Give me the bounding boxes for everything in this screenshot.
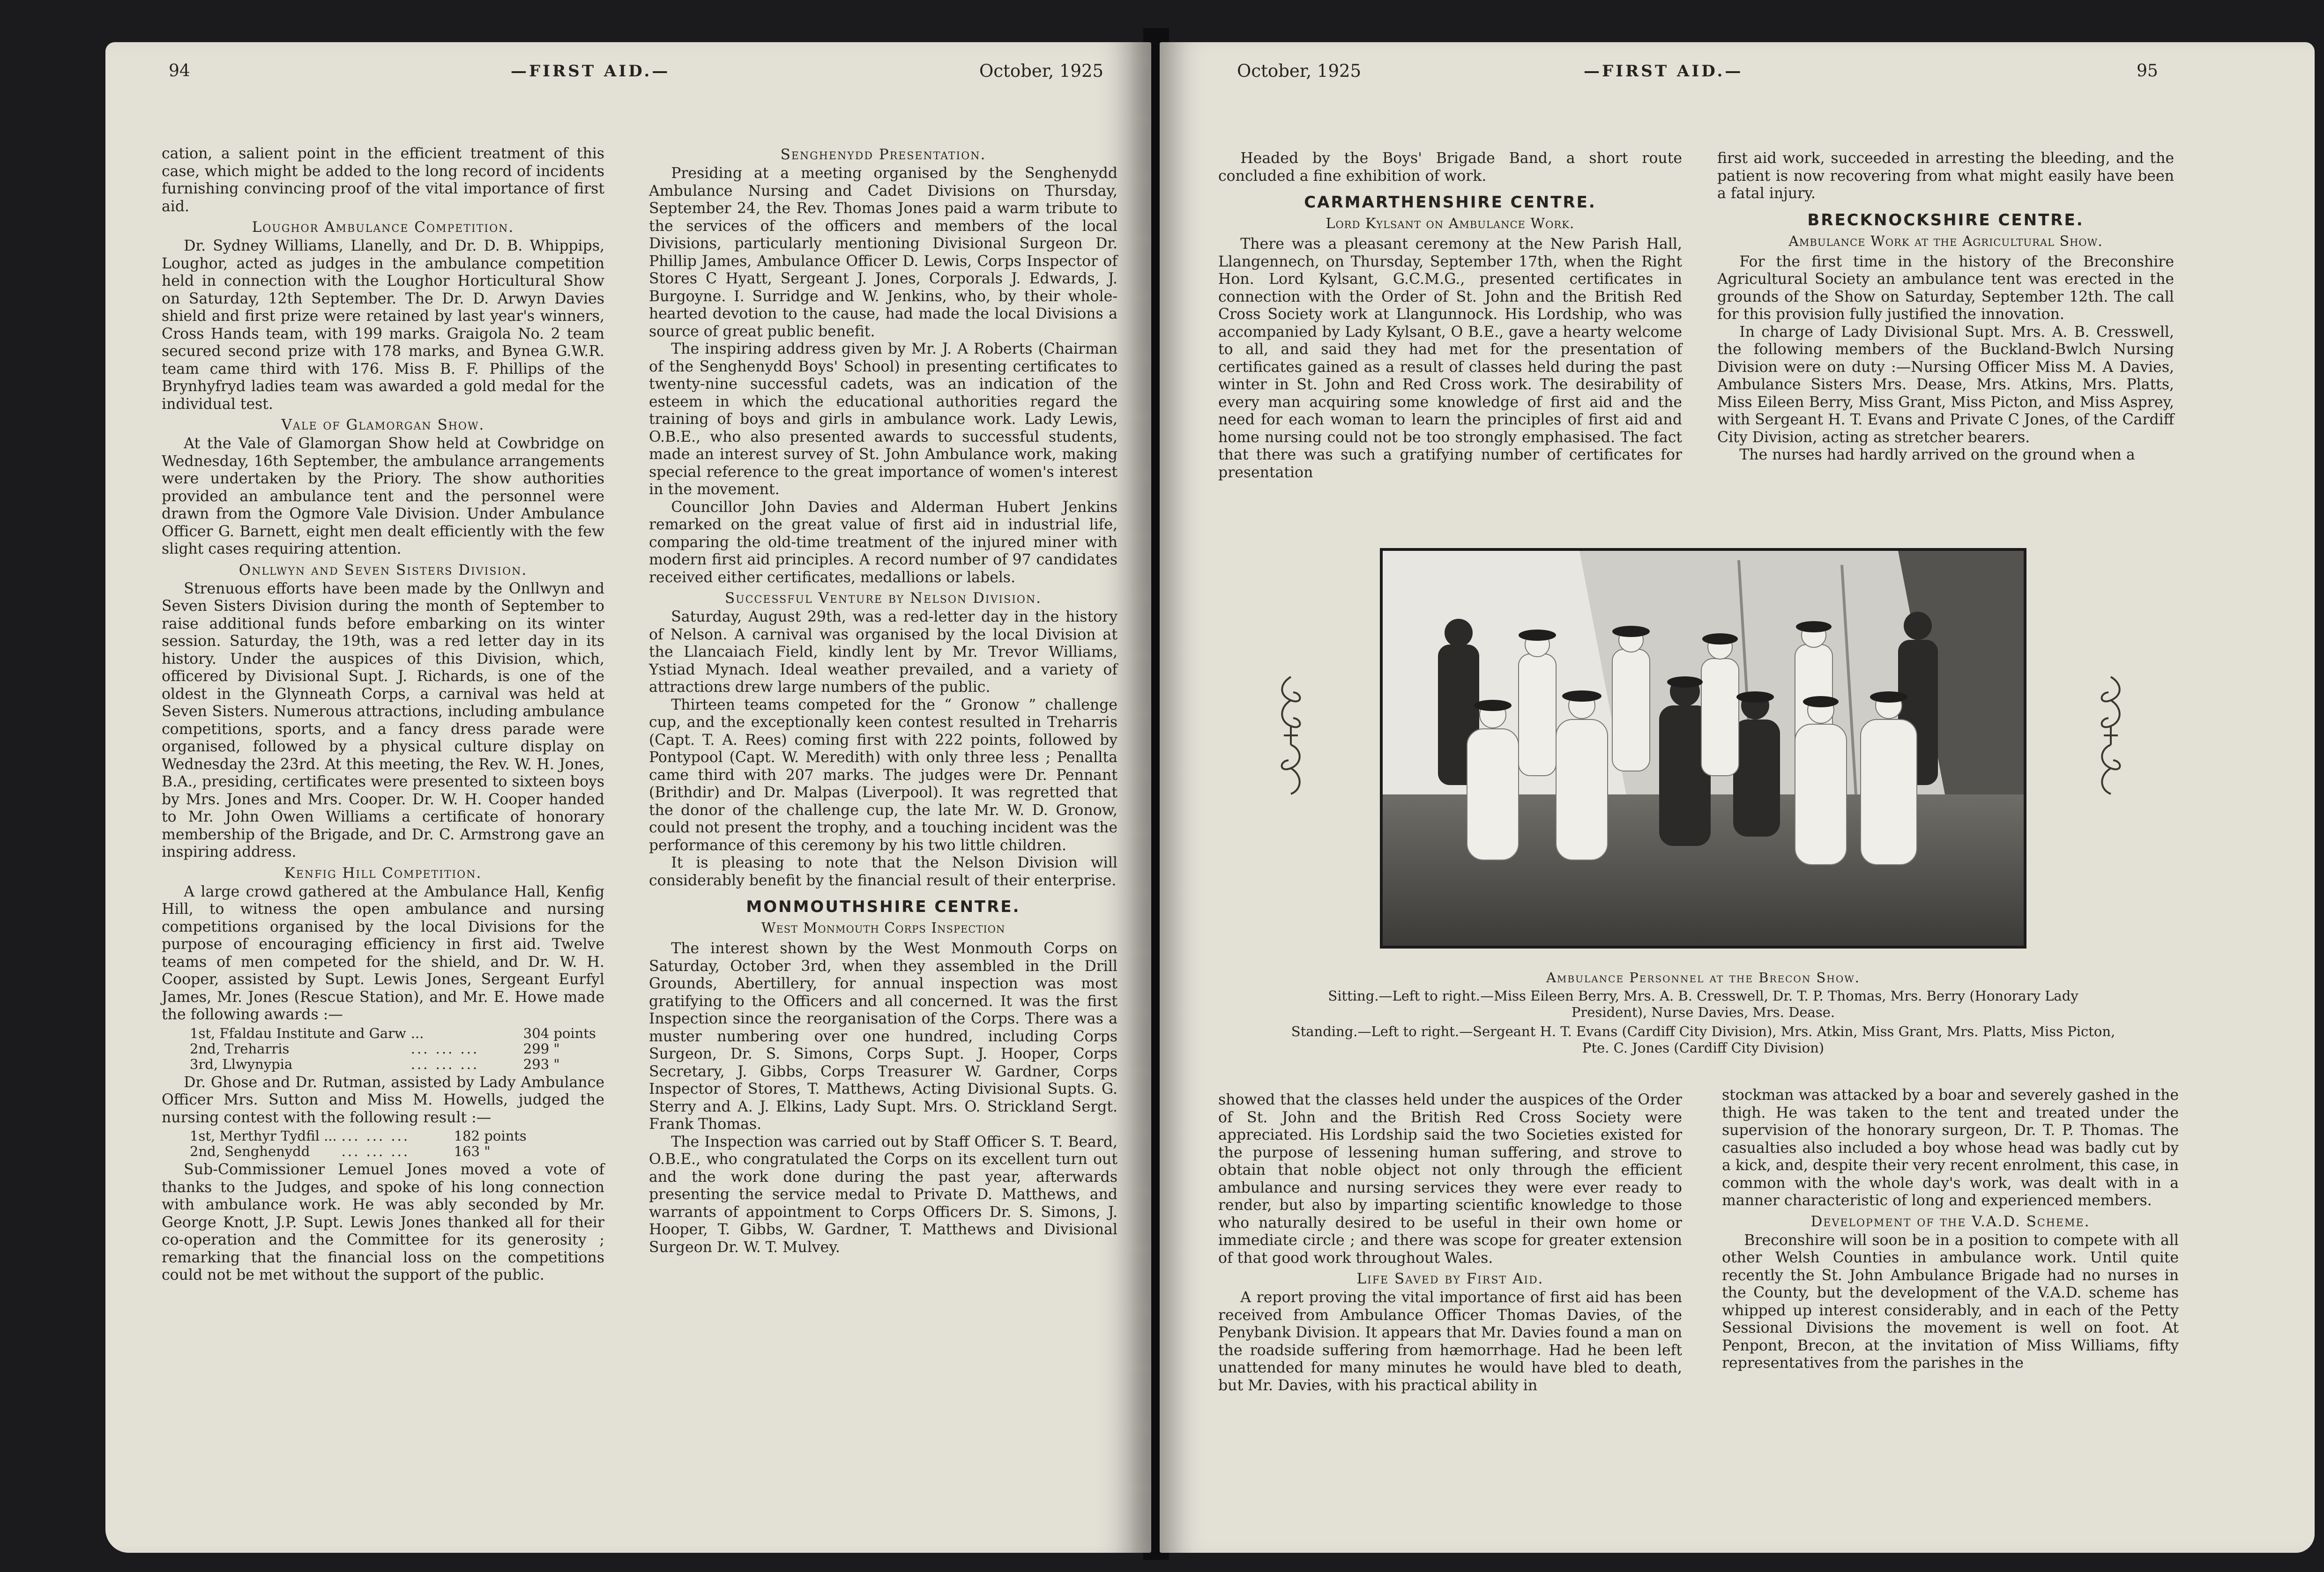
team-cell: 1st, Ffaldau Institute and Garw	[190, 1025, 406, 1041]
right-column-2	[1717, 150, 2174, 464]
photo-caption	[1291, 970, 2115, 1059]
paragraph: A report proving the vital importance of first aid has been received from Ambulance Officer Thomas Davies, of the Penybank Division. It appears that Mr. Davies found a man on the roadside suffering from hæmorrhage. Had he been left unattended for many minutes he would have bled to death, but Mr. Davies, with his practical ability in	[1218, 1289, 1682, 1394]
paragraph: cation, a salient point in the efficient treatment of this case, which might be added to the long record of incidents furnishing convincing proof of the vital importance of first aid.	[162, 145, 604, 215]
points-cell: 293 "	[523, 1056, 560, 1072]
section-heading: Lord Kylsant on Ambulance Work.	[1326, 215, 1575, 232]
points-cell: 182 points	[454, 1128, 527, 1144]
dots-cell: ...	[410, 1025, 424, 1041]
section-heading: Successful Venture by Nelson Division.	[724, 590, 1042, 607]
points-cell: 299 "	[523, 1040, 560, 1057]
scroll-ornament-left	[1274, 675, 1307, 796]
table-row	[190, 1144, 531, 1159]
left-column-2	[649, 143, 1117, 1256]
caption-sitting: Sitting.—Left to right.—Miss Eileen Berry, Mrs. A. B. Cresswell, Dr. T. P. Thomas, Mrs. Berry (Honorary Lady President), Nurse Davies, Mrs. Dease.	[1328, 988, 2078, 1020]
paragraph: Presiding at a meeting organised by the Senghenydd Ambulance Nursing and Cadet Divisions on Thursday, September 24, the Rev. Thomas Jones paid a warm tribute to the services of the officers and members of the local Divisions, particularly mentioning Divisional Surgeon Dr. Phillip James, Ambulance Officer D. Lewis, Corps Inspector of Stores C Hyatt, Sergeant J. Jones, Corporals J. Edwards, J. Burgoyne. I. Surridge and W. Jenkins, who, by their whole-hearted devotion to the cause, had made the local Divisions a source of great public benefit.	[649, 165, 1117, 340]
centre-heading: BRECKNOCKSHIRE CENTRE.	[1807, 210, 2084, 230]
paragraph: Strenuous efforts have been made by the Onllwyn and Seven Sisters Division during the month of September to raise additional funds before embarking on its winter session. Saturday, the 19th, was a red letter day in its history. Under the auspices of this Division, which, officered by Divisional Supt. J. Richards, is one of the oldest in the Glynneath Corps, a carnival was held at Seven Sisters. Numerous attractions, including ambulance competitions, sports, and a fancy dress parade were organised, followed by a physical culture display on Wednesday the 23rd. At this meeting, the Rev. W. H. Jones, B.A., presiding, certificates were presented to sixteen boys by Mrs. Jones and Mrs. Cooper. Dr. W. H. Cooper handed to Mr. John Owen Williams a certificate of honorary membership of the Brigade, and Dr. C. Armstrong gave an inspiring address.	[162, 580, 604, 860]
right-column-3	[1218, 1091, 1682, 1394]
points-cell: 304 points	[523, 1025, 596, 1041]
paragraph: showed that the classes held under the auspices of the Order of St. John and the British Red Cross Society were appreciated. His Lordship said the two Societies existed for the purpose of lessening human suffering, and strove to obtain that noble object not only through the efficient ambulance and nursing services they were ever ready to render, but also by imparting scientific knowledge to those who naturally desired to be useful in their own home or immediate circle ; and there was scope for greater extension of that good work throughout Wales.	[1218, 1091, 1682, 1267]
paragraph: Thirteen teams competed for the “ Gronow ” challenge cup, and the exceptionally keen contest resulted in Treharris (Capt. T. A. Rees) coming first with 222 points, followed by Pontypool (Capt. W. Meredith) with only three less ; Penallta came third with 207 marks. The judges were Dr. Pennant (Brithdir) and Dr. Malpas (Liverpool). It was regretted that the donor of the challenge cup, the late Mr. W. D. Gronow, could not present the trophy, and a touching incident was the performance of this ceremony by his two little children.	[649, 696, 1117, 854]
team-cell: 2nd, Treharris	[190, 1040, 290, 1057]
paragraph: Councillor John Davies and Alderman Hubert Jenkins remarked on the great value of first aid in industrial life, comparing the old-time treatment of the injured miner with modern first aid principles. A record number of 97 candidates received either certificates, medallions or labels.	[649, 498, 1117, 586]
right-column-4	[1722, 1087, 2179, 1372]
paragraph: The inspiring address given by Mr. J. A Roberts (Chairman of the Senghenydd Boys' School) in presenting certificates to twenty-nine successful cadets, was an indication of the esteem in which the educational authorities regard the training of boys and girls in ambulance work. Lady Lewis, O.B.E., who also presented awards to successful students, made an interest survey of St. John Ambulance work, making special reference to the great importance of women's interest in the movement.	[649, 341, 1117, 498]
paragraph: The nurses had hardly arrived on the ground when a	[1739, 446, 2135, 463]
paragraph: Dr. Ghose and Dr. Rutman, assisted by Lady Ambulance Officer Mrs. Sutton and Miss M. Howells, judged the nursing contest with the following result :—	[162, 1074, 604, 1126]
paragraph: There was a pleasant ceremony at the New Parish Hall, Llangennech, on Thursday, September 17th, when the Right Hon. Lord Kylsant, G.C.M.G., presented certificates in connection with the Order of St. John and the British Red Cross Society work at Llangunnock. His Lordship, who was accompanied by Lady Kylsant, O B.E., gave a hearty welcome to all, and said they had met for the presentation of certificates gained as a result of classes held during the past winter in St. John and Red Cross work. The desirability of every man acquiring some knowledge of first aid and the need for each woman to learn the principles of first aid and home nursing could not be too strongly emphasised. The fact that there was such a gratifying number of certificates for presentation	[1218, 236, 1682, 481]
section-heading: Ambulance Work at the Agricultural Show.	[1788, 233, 2103, 250]
paragraph: stockman was attacked by a boar and severely gashed in the thigh. He was taken to the tent and treated under the supervision of the honorary surgeon, Dr. T. P. Thomas. The casualties also included a boy whose head was badly cut by a kick, and, despite their very recent enrolment, this case, in common with the whole day's work, was dealt with in a manner characteristic of long and experienced members.	[1722, 1087, 2179, 1209]
paragraph: Headed by the Boys' Brigade Band, a short route concluded a fine exhibition of work.	[1218, 150, 1682, 185]
paragraph: The Inspection was carried out by Staff Officer S. T. Beard, O.B.E., who congratulated the Corps on its excellent turn out and the work done during the past year, afterwards presenting the service medal to Private D. Matthews, and warrants of appointment to Corps Officers Dr. S. Simons, J. Hooper, T. Gibbs, W. Gardner, T. Matthews and Divisional Surgeon Dr. W. T. Mulvey.	[649, 1133, 1117, 1256]
section-heading: Onllwyn and Seven Sisters Division.	[238, 561, 528, 578]
table-row	[190, 1128, 531, 1144]
team-cell: 2nd, Senghenydd	[190, 1143, 310, 1159]
paragraph: first aid work, succeeded in arresting the bleeding, and the patient is now recovering from what might easily have been a fatal injury.	[1717, 150, 2174, 202]
caption-title: Ambulance Personnel at the Brecon Show.	[1546, 970, 1861, 986]
paragraph: A large crowd gathered at the Ambulance Hall, Kenfig Hill, to witness the open ambulance and nursing competitions organised by the local Divisions for the purpose of encouraging efficiency in first aid. Twelve teams of men competed for the shield, and Dr. W. H. Cooper, assisted by Supt. Lewis Jones, Sergeant Eurfyl James, Mr. Jones (Rescue Station), and Mr. E. Howe made the following awards :—	[162, 883, 604, 1023]
scroll-ornament-right	[2094, 675, 2127, 796]
paragraph: Sub-Commissioner Lemuel Jones moved a vote of thanks to the Judges, and spoke of his long connection with ambulance work. He was ably seconded by Mr. George Knott, J.P. Supt. Lewis Jones thanked all for their co-operation and the Committee for its generosity ; remarking that the financial loss on the competitions could not be met without the support of the public.	[162, 1161, 604, 1283]
section-heading: Loughor Ambulance Competition.	[252, 219, 514, 236]
paragraph: For the first time in the history of the Breconshire Agricultural Society an ambulance tent was erected in the grounds of the Show on Saturday, September 12th. The call for this provision fully justified the innovation.	[1717, 253, 2174, 323]
paragraph: The interest shown by the West Monmouth Corps on Saturday, October 3rd, when they assembled in the Drill Grounds, Abertillery, for annual inspection was most gratifying to the Officers and all concerned. It was the first Inspection since the reorganisation of the Corps. There was a muster numbering over one hundred, including Corps Surgeon, Dr. S. Simons, Corps Supt. J. Hooper, Corps Secretary, J. Gibbs, Corps Treasurer W. Gardner, Corps Inspector of Stores, T. Matthews, Acting Divisional Supts. G. Sterry and A. J. Elkins, Lady Supt. Mrs. O. Strickland Sergt. Frank Thomas.	[649, 940, 1117, 1133]
awards-table-nursing	[190, 1128, 531, 1159]
awards-table-men	[190, 1026, 601, 1072]
centre-heading: CARMARTHENSHIRE CENTRE.	[1304, 193, 1596, 212]
team-cell: 3rd, Llwynypia	[190, 1056, 293, 1072]
group-photograph	[1380, 548, 2026, 949]
section-heading: Senghenydd Presentation.	[780, 146, 986, 163]
paragraph: It is pleasing to note that the Nelson Division will considerably benefit by the financial result of their enterprise.	[649, 854, 1117, 889]
right-column-1	[1218, 150, 1682, 482]
running-title: —FIRST AID.—	[511, 62, 670, 81]
issue-date: October, 1925	[1237, 61, 1362, 81]
page-number: 94	[169, 61, 190, 81]
left-column-1	[162, 145, 604, 1284]
table-row	[190, 1057, 601, 1072]
dots-cell: ... ... ...	[341, 1128, 410, 1144]
caption-standing: Standing.—Left to right.—Sergeant H. T. Evans (Cardiff City Division), Mrs. Atkin, Miss Grant, Mrs. Platts, Miss Picton, Pte. C. Jones (Cardiff City Division)	[1291, 1023, 2115, 1056]
paragraph: In charge of Lady Divisional Supt. Mrs. A. B. Cresswell, the following members of the Buckland-Bwlch Nursing Division were on duty :—Nursing Officer Miss M. A Davies, Ambulance Sisters Mrs. Dease, Mrs. Atkins, Mrs. Platts, Miss Eileen Berry, Miss Grant, Miss Picton, and Miss Asprey, with Sergeant H. T. Evans and Private C Jones, of the Cardiff City Division, acting as stretcher bearers.	[1717, 323, 2174, 446]
dots-cell: ... ... ...	[410, 1056, 479, 1072]
section-heading: Vale of Glamorgan Show.	[281, 416, 485, 433]
table-row	[190, 1026, 601, 1041]
paragraph: Saturday, August 29th, was a red-letter day in the history of Nelson. A carnival was organised by the local Division at the Llancaiach Field, kindly lent by Mr. Trevor Williams, Ystiad Mynach. Ideal weather prevailed, and a variety of attractions drew large numbers of the public.	[649, 608, 1117, 696]
dots-cell: ... ... ...	[410, 1040, 479, 1057]
points-cell: 163 "	[454, 1143, 491, 1159]
team-cell: 1st, Merthyr Tydfil ...	[190, 1128, 337, 1144]
table-row	[190, 1041, 601, 1057]
section-heading: Kenfig Hill Competition.	[284, 864, 482, 882]
running-title: —FIRST AID.—	[1584, 62, 1743, 81]
page-number: 95	[2137, 61, 2158, 81]
dots-cell: ... ... ...	[341, 1143, 410, 1159]
section-heading: Development of the V.A.D. Scheme.	[1810, 1213, 2090, 1230]
issue-date: October, 1925	[979, 61, 1104, 81]
paragraph: Breconshire will soon be in a position to compete with all other Welsh Counties in ambulance work. Until quite recently the St. John Ambulance Brigade had no nurses in the County, but the development of the V.A.D. scheme has whipped up interest considerably, and in each of the Petty Sessional Divisions the movement is well on foot. At Penpont, Brecon, at the invitation of Miss Williams, fifty representatives from the parishes in the	[1722, 1231, 2179, 1372]
centre-heading: MONMOUTHSHIRE CENTRE.	[746, 897, 1020, 916]
paragraph: Dr. Sydney Williams, Llanelly, and Dr. D. B. Whippips, Loughor, acted as judges in the ambulance competition held in connection with the Loughor Horticultural Show on Saturday, 12th September. The Dr. D. Arwyn Davies shield and first prize were retained by last year's winners, Cross Hands team, with 199 marks. Graigola No. 2 team secured second prize with 178 marks, and Bynea G.W.R. team came third with 176. Miss B. F. Phillips of the Brynhyfryd ladies team was awarded a gold medal for the individual test.	[162, 237, 604, 413]
paragraph: At the Vale of Glamorgan Show held at Cowbridge on Wednesday, 16th September, the ambulance arrangements were undertaken by the Priory. The show authorities provided an ambulance tent and the personnel were drawn from the Ogmore Vale Division. Under Ambulance Officer G. Barnett, eight men dealt efficiently with the few slight cases requiring attention.	[162, 435, 604, 557]
section-heading: West Monmouth Corps Inspection	[761, 920, 1006, 936]
section-heading: Life Saved by First Aid.	[1356, 1270, 1544, 1287]
